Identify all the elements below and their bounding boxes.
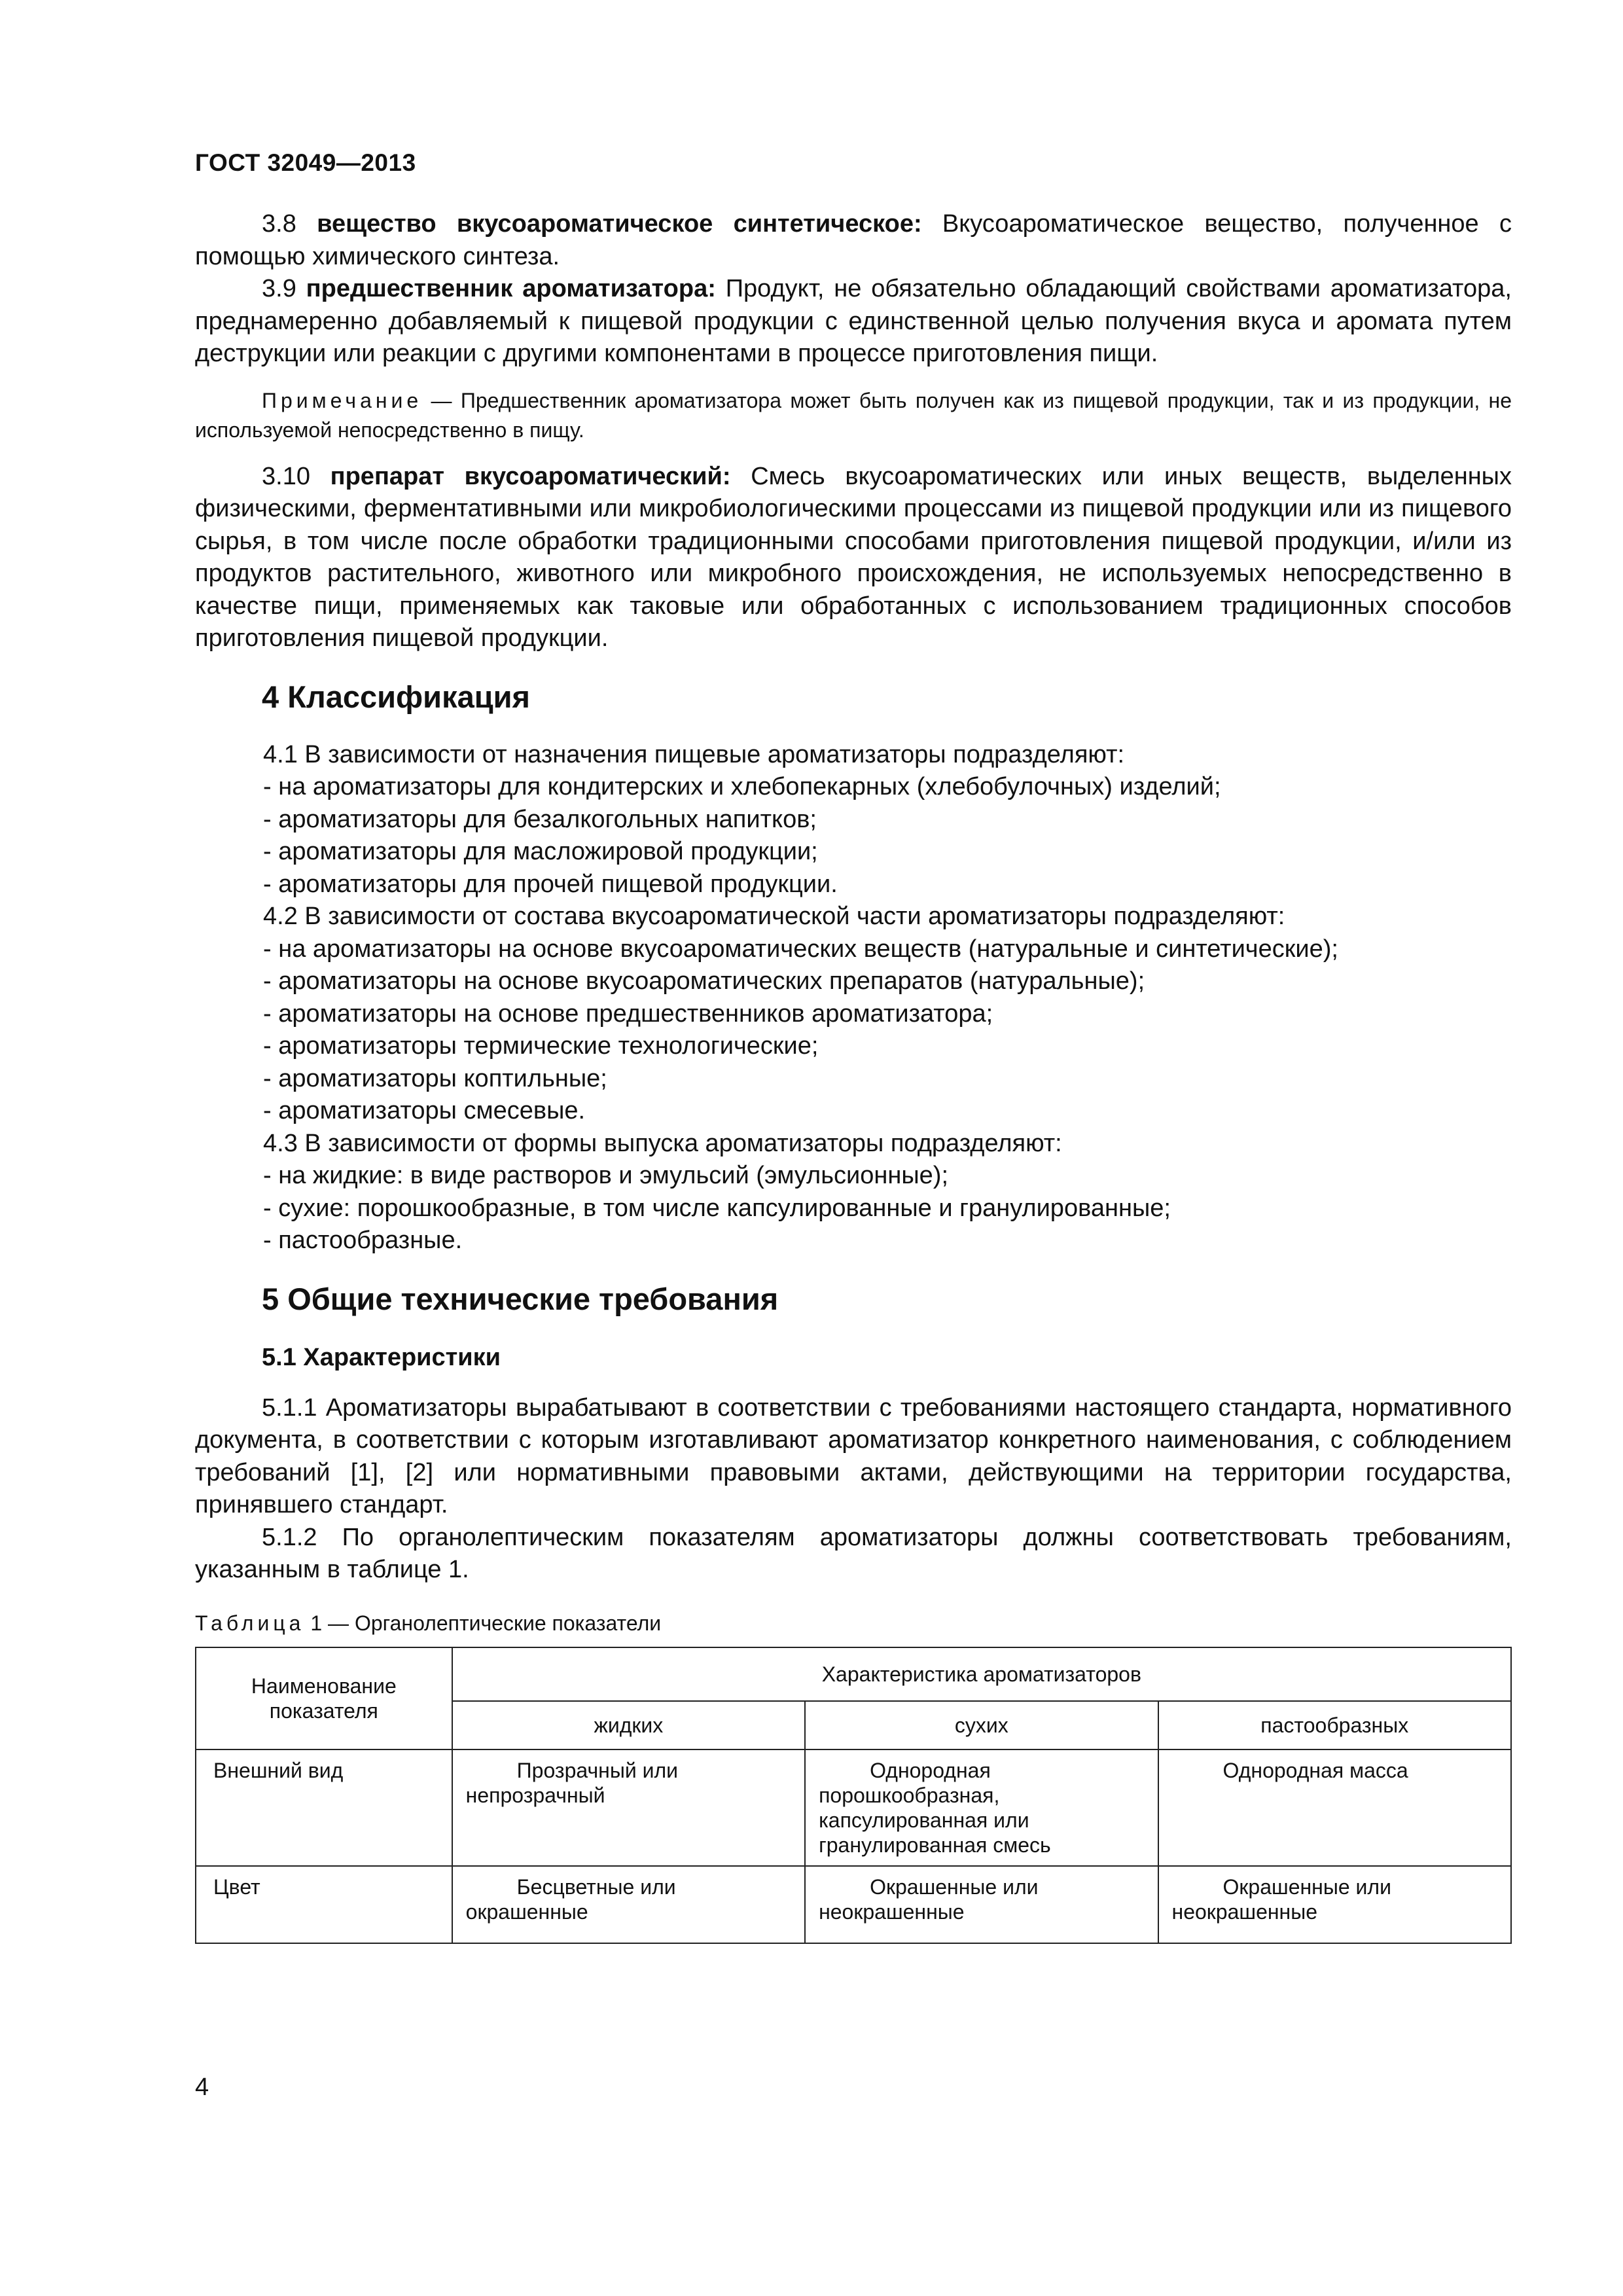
- paragraph-5-1-1: 5.1.1 Ароматизаторы вырабатывают в соответствии с требованиями настоящего стандарта, нормативного документа, в соответствии с которым изготавливают ароматизатор конкретного наименования, с соблюдением требований [1], [2] или нормативными правовыми актами, действующими на территории государства, принявшего стандарт.: [195, 1393, 1512, 1518]
- table-cell: Окрашенные или неокрашенные: [805, 1866, 1158, 1943]
- list-item: - ароматизаторы для прочей пищевой продукции.: [263, 870, 838, 898]
- definition-text: Продукт, не обязательно обладающий свойствами ароматизатора, преднамеренно добавляемый к пищевой продукции с единственной целью получения вкуса и аромата путем деструкции или реакции с другими компонентами в процессе приготовления пищи.: [195, 275, 1512, 367]
- page-number: 4: [195, 2073, 209, 2101]
- list-item: - ароматизаторы на основе вкусоароматических препаратов (натуральные);: [263, 967, 1145, 995]
- clause-number: 3.10: [262, 462, 330, 490]
- list-item: - ароматизаторы термические технологические;: [263, 1032, 819, 1060]
- definition-term: препарат вкусоароматический:: [330, 462, 731, 490]
- table-cell: Цвет: [196, 1866, 452, 1943]
- document-header: ГОСТ 32049—2013: [195, 149, 416, 176]
- paragraph-5-1-2: 5.1.2 По органолептическим показателям ароматизаторы должны соответствовать требованиям, указанным в таблице 1.: [195, 1523, 1512, 1583]
- list-item: - ароматизаторы на основе предшественников ароматизатора;: [263, 999, 993, 1028]
- list-item: 4.1 В зависимости от назначения пищевые ароматизаторы подразделяют:: [263, 740, 1125, 768]
- list-item: - ароматизаторы для масложировой продукции;: [263, 838, 818, 865]
- paragraph-3-10: [195, 461, 1512, 655]
- section-4-title: 4 Классификация: [262, 679, 530, 714]
- table-cell: Бесцветные или окрашенные: [452, 1866, 805, 1943]
- paragraph-3-8: [195, 208, 1512, 273]
- section-5-title: 5 Общие технические требования: [262, 1281, 779, 1316]
- table-caption-label: Таблица: [195, 1611, 305, 1635]
- definition-term: вещество вкусоароматическое синтетическое:: [317, 210, 922, 238]
- clause-number: 3.8: [262, 210, 317, 238]
- list-item: - ароматизаторы смесевые.: [263, 1097, 586, 1124]
- definition-term: предшественник ароматизатора:: [306, 275, 716, 302]
- note-text: — Предшественник ароматизатора может быть получен как из пищевой продукции, так и из продукции, не используемой непосредственно в пищу.: [195, 388, 1512, 442]
- paragraph-3-9: [195, 273, 1512, 370]
- column-group-header: Характеристика ароматизаторов: [452, 1647, 1511, 1701]
- table-cell: Однородная порошкообразная, капсулированная или гранулированная смесь: [805, 1749, 1158, 1866]
- list-item: - ароматизаторы коптильные;: [263, 1064, 607, 1092]
- list-item: - на ароматизаторы для кондитерских и хлебопекарных (хлебобулочных) изделий;: [263, 773, 1221, 800]
- classification-list: [195, 739, 1512, 1257]
- table-caption-text: 1 — Органолептические показатели: [304, 1611, 662, 1635]
- list-item: 4.2 В зависимости от состава вкусоароматической части ароматизаторы подразделяют:: [263, 903, 1285, 930]
- column-header-name: Наименование показателя: [196, 1647, 452, 1749]
- column-header-paste: пастообразных: [1158, 1701, 1511, 1749]
- note-paragraph: [195, 386, 1512, 445]
- table-row: [196, 1749, 1511, 1866]
- note-label: Примечание: [262, 388, 423, 412]
- definition-text: Вкусоароматическое вещество, полученное с помощью химического синтеза.: [195, 210, 1512, 270]
- table-caption: [195, 1609, 1512, 1638]
- list-item: 4.3 В зависимости от формы выпуска ароматизаторы подразделяют:: [263, 1129, 1062, 1157]
- list-item: - на ароматизаторы на основе вкусоароматических веществ (натуральные и синтетические);: [263, 935, 1338, 963]
- list-item: - пастообразные.: [263, 1227, 463, 1254]
- table-cell: Окрашенные или неокрашенные: [1158, 1866, 1511, 1943]
- page-content: [195, 208, 1512, 1944]
- list-item: - сухие: порошкообразные, в том числе капсулированные и гранулированные;: [263, 1194, 1171, 1222]
- table-header-row: [196, 1647, 1511, 1701]
- column-header-liquid: жидких: [452, 1701, 805, 1749]
- table-cell: Внешний вид: [196, 1749, 452, 1866]
- list-item: - ароматизаторы для безалкогольных напитков;: [263, 805, 817, 833]
- organoleptic-table: [195, 1647, 1512, 1944]
- table-cell: Однородная масса: [1158, 1749, 1511, 1866]
- clause-number: 3.9: [262, 275, 306, 302]
- subsection-5-1-title: 5.1 Характеристики: [262, 1343, 501, 1371]
- table-cell: Прозрачный или непрозрачный: [452, 1749, 805, 1866]
- definition-text: Смесь вкусоароматических или иных веществ, выделенных физическими, ферментативными или микробиологическими процессами из пищевой продукции или из пищевого сырья, в том числе после обработки традиционными способами приготовления пищевой продукции, и/или из продуктов растительного, животного или микробного происхождения, не используемых непосредственно в качестве пищи, применяемых как таковые или обработанных с использованием традиционных способов приготовления пищевой продукции.: [195, 462, 1512, 652]
- table-row: [196, 1866, 1511, 1943]
- list-item: - на жидкие: в виде растворов и эмульсий (эмульсионные);: [263, 1162, 949, 1189]
- column-header-dry: сухих: [805, 1701, 1158, 1749]
